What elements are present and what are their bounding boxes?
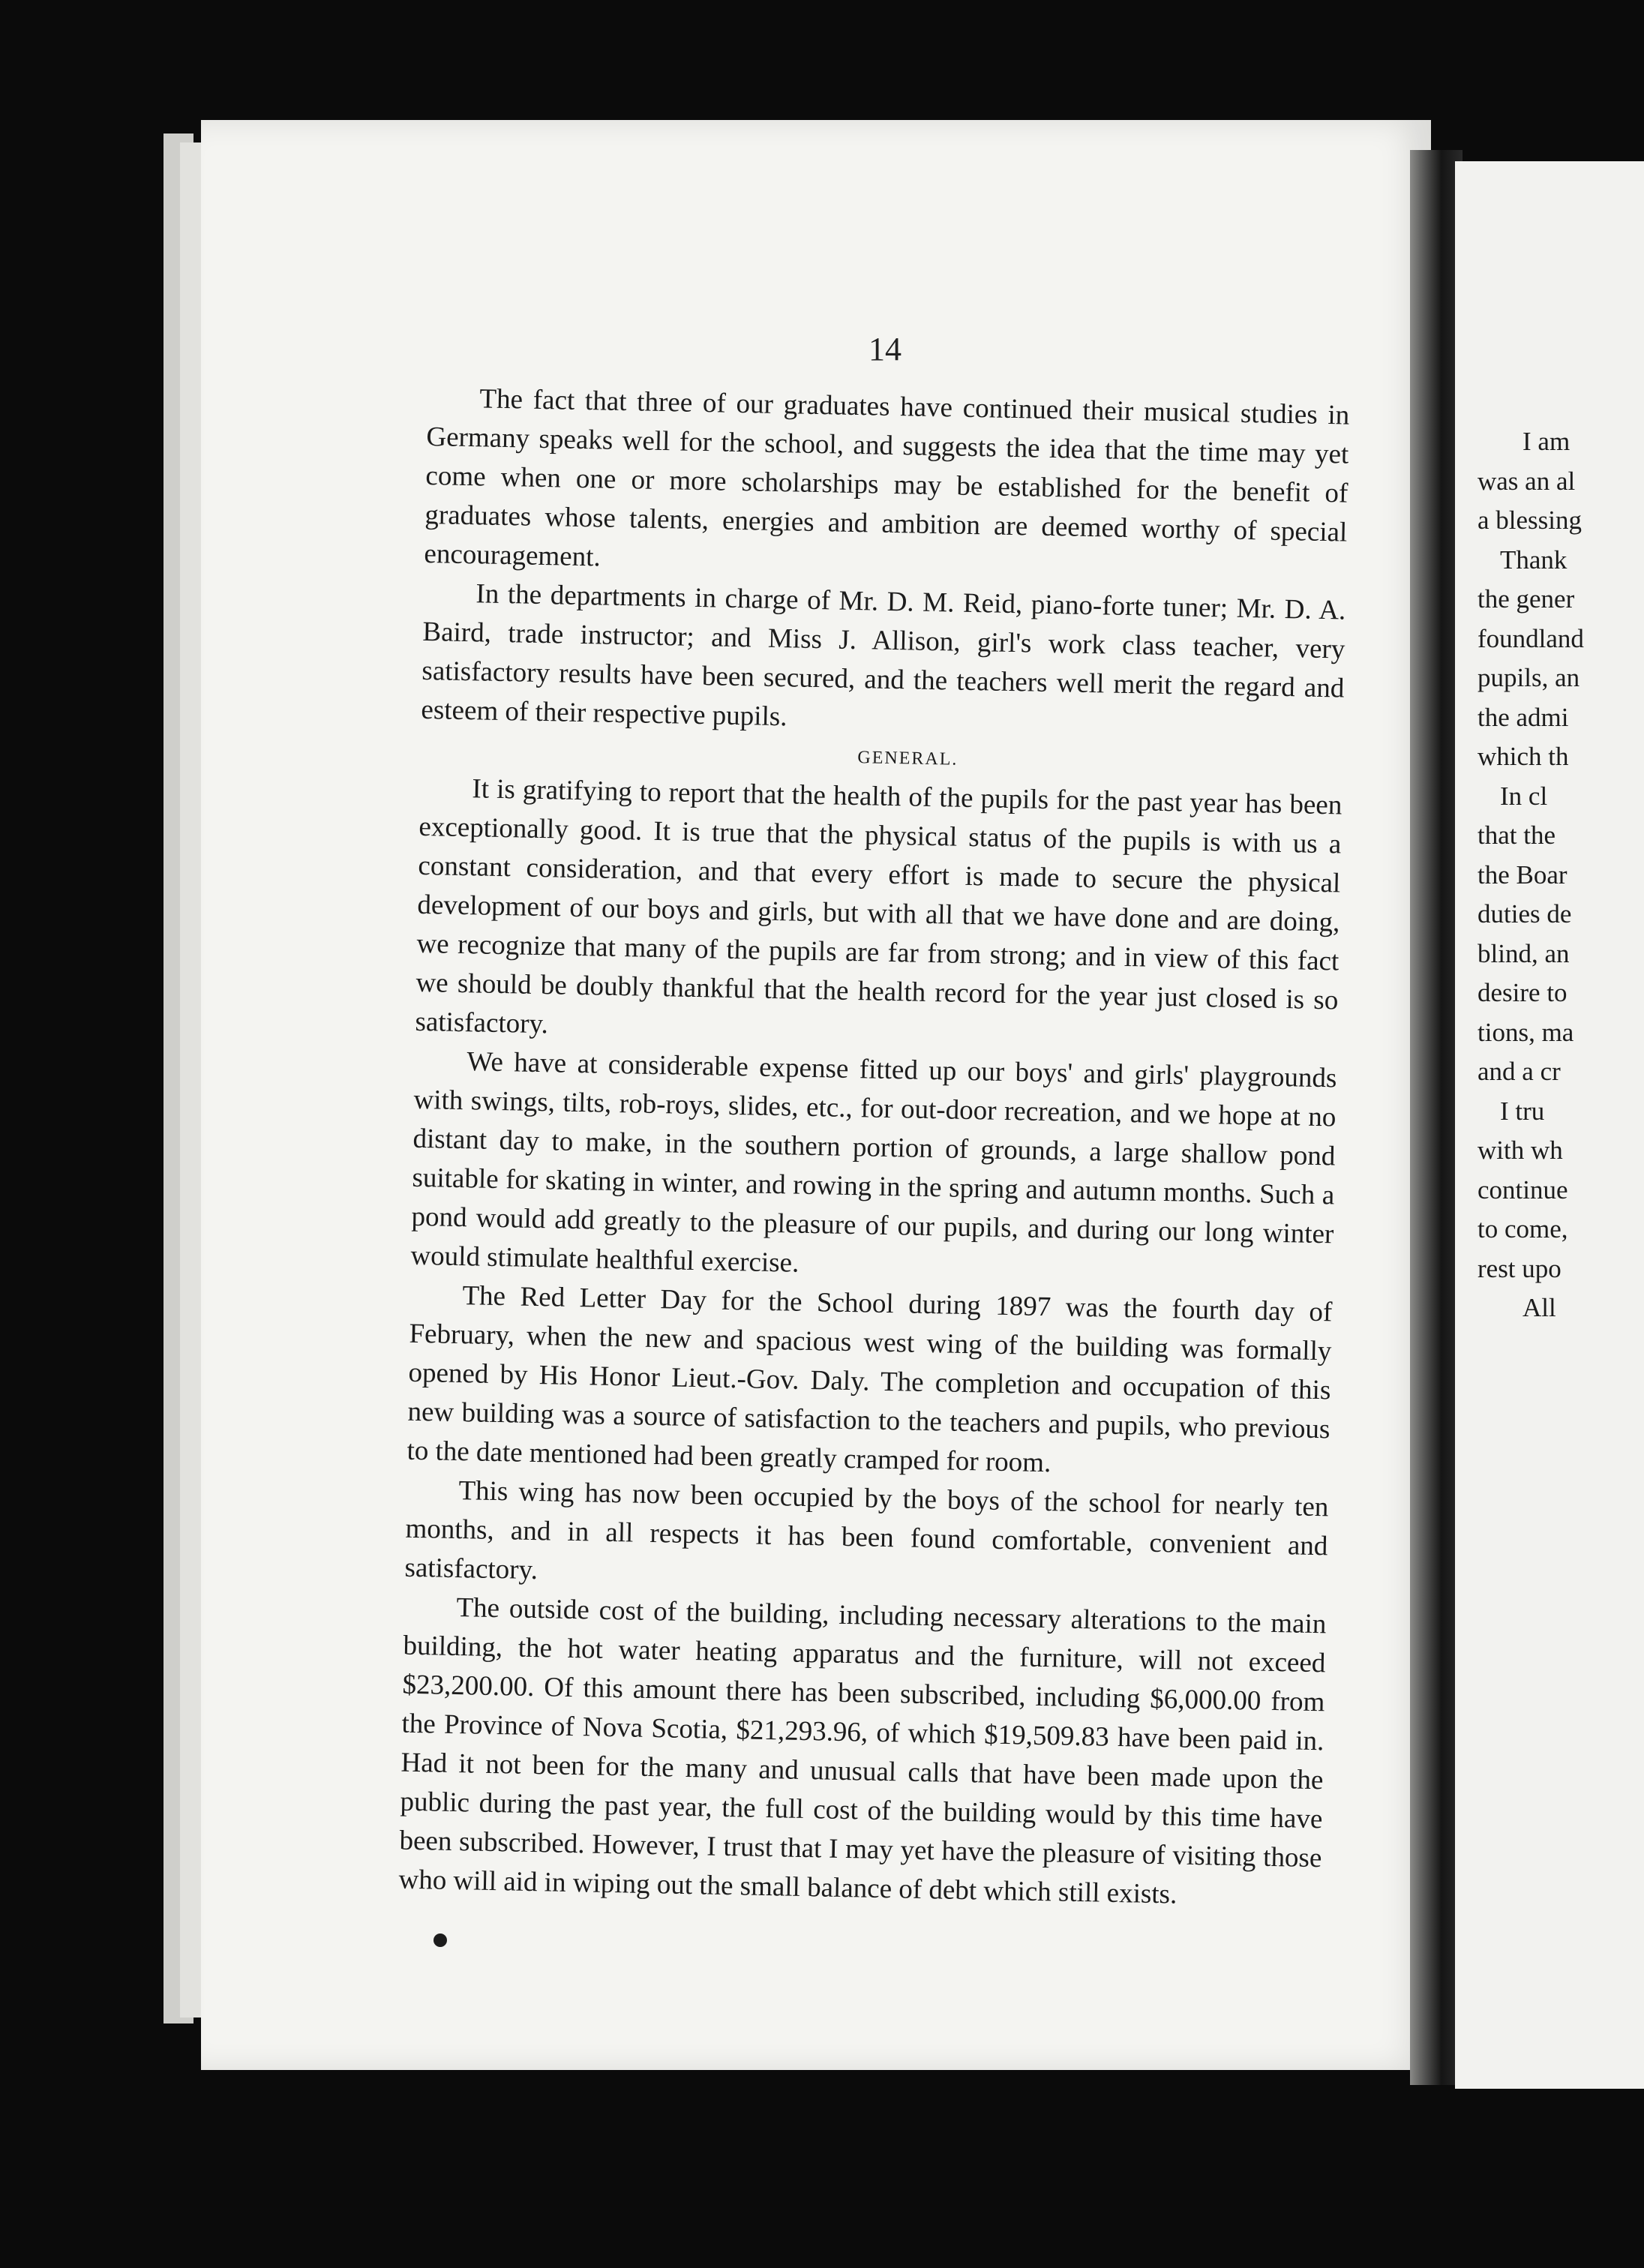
- facing-line: the gener: [1478, 584, 1575, 614]
- facing-line: In cl: [1500, 781, 1548, 811]
- paragraph: It is gratifying to report that the health of the pupils for the past year has been exceptionally good. It is true that the physical status of the pupils is with us a constant consideration, and that every effort is made to secure the physical development of our boys and girls, but with all that we have done and are doing, we recognize that many of the pupils are far from strong; and in view of this fact we should be doubly thankful that the health record for the year just closed is so satisfactory.: [415, 773, 1342, 1040]
- paragraph: The outside cost of the building, including necessary alterations to the main building, the hot water heating apparatus and the furniture, will not exceed $23,200.00. Of this amount there has been subscribed, including $6,000.00 from the Province of Nova Scotia, $21,293.96, of which $19,509.83 have been paid in. Had it not been for the many and unusual calls that have been made upon the public during the past year, the full cost of the building would by this time have been subscribed. However, I trust that I may yet have the pleasure of visiting those who will aid in wiping out the small balance of debt which still exists.: [398, 1592, 1327, 1910]
- facing-line: blind, an: [1478, 938, 1570, 968]
- facing-line: with wh: [1478, 1136, 1563, 1165]
- paragraph: We have at considerable expense fitted up our boys' and girls' playgrounds with swings, tilts, rob-roys, slides, etc., for out-door recreation, and we hope at no distant day to make, in the southern portion of grounds, a large shallow pond suitable for skating in winter, and rowing in the spring and autumn months. Such a pond would add greatly to the pleasure of our pupils, and during our long winter would stimulate healthful exercise.: [410, 1046, 1337, 1279]
- facing-line: the Boar: [1478, 860, 1568, 890]
- facing-line: I tru: [1500, 1096, 1545, 1126]
- page-body: [398, 379, 1350, 1917]
- paragraph: The Red Letter Day for the School during 1897 was the fourth day of February, when the new and spacious west wing of the building was formally opened by His Honor Lieut.-Gov. Daly. The completion and occupation of this new building was a source of satisfaction to the teachers and pupils, who previous to the date mentioned had been greatly cramped for room.: [406, 1280, 1333, 1479]
- facing-line: which th: [1478, 742, 1569, 771]
- facing-line: pupils, an: [1478, 663, 1580, 692]
- facing-line: duties de: [1478, 899, 1572, 928]
- facing-line: Thank: [1500, 544, 1568, 574]
- facing-page-text: [1478, 422, 1644, 1328]
- page-number: 14: [868, 331, 902, 368]
- paragraph: This wing has now been occupied by the boys of the school for nearly ten months, and in all respects it has been found comfortable, convenient and satisfactory.: [404, 1475, 1329, 1586]
- facing-line: tions, ma: [1478, 1017, 1574, 1047]
- facing-page: [1455, 161, 1644, 2089]
- section-heading: GENERAL.: [857, 748, 958, 770]
- facing-line: a blessing: [1478, 506, 1582, 535]
- facing-line: to come,: [1478, 1214, 1568, 1244]
- facing-line: desire to: [1478, 978, 1568, 1007]
- paragraph: In the departments in charge of Mr. D. M. Reid, piano-forte tuner; Mr. D. A. Baird, trade instructor; and Miss J. Allison, girl's work class teacher, very satisfactory results have been secured, and the teachers well merit the regard and esteem of their respective pupils.: [421, 578, 1346, 733]
- ink-mark: [434, 1934, 447, 1947]
- facing-line: was an al: [1478, 466, 1576, 496]
- paragraph: The fact that three of our graduates have continued their musical studies in Germany speaks well for the school, and suggests the idea that the time may yet come when one or more scholarships may be established for the benefit of graduates whose talents, energies and ambition are deemed worthy of special encouragement.: [424, 383, 1350, 573]
- facing-line: and a cr: [1478, 1057, 1561, 1086]
- facing-line: I am: [1522, 427, 1570, 456]
- facing-line: that the: [1478, 820, 1556, 850]
- facing-line: continue: [1478, 1174, 1568, 1204]
- facing-line: foundland: [1478, 623, 1584, 653]
- facing-line: the admi: [1478, 702, 1569, 732]
- facing-line: All: [1522, 1293, 1556, 1322]
- facing-line: rest upo: [1478, 1253, 1562, 1283]
